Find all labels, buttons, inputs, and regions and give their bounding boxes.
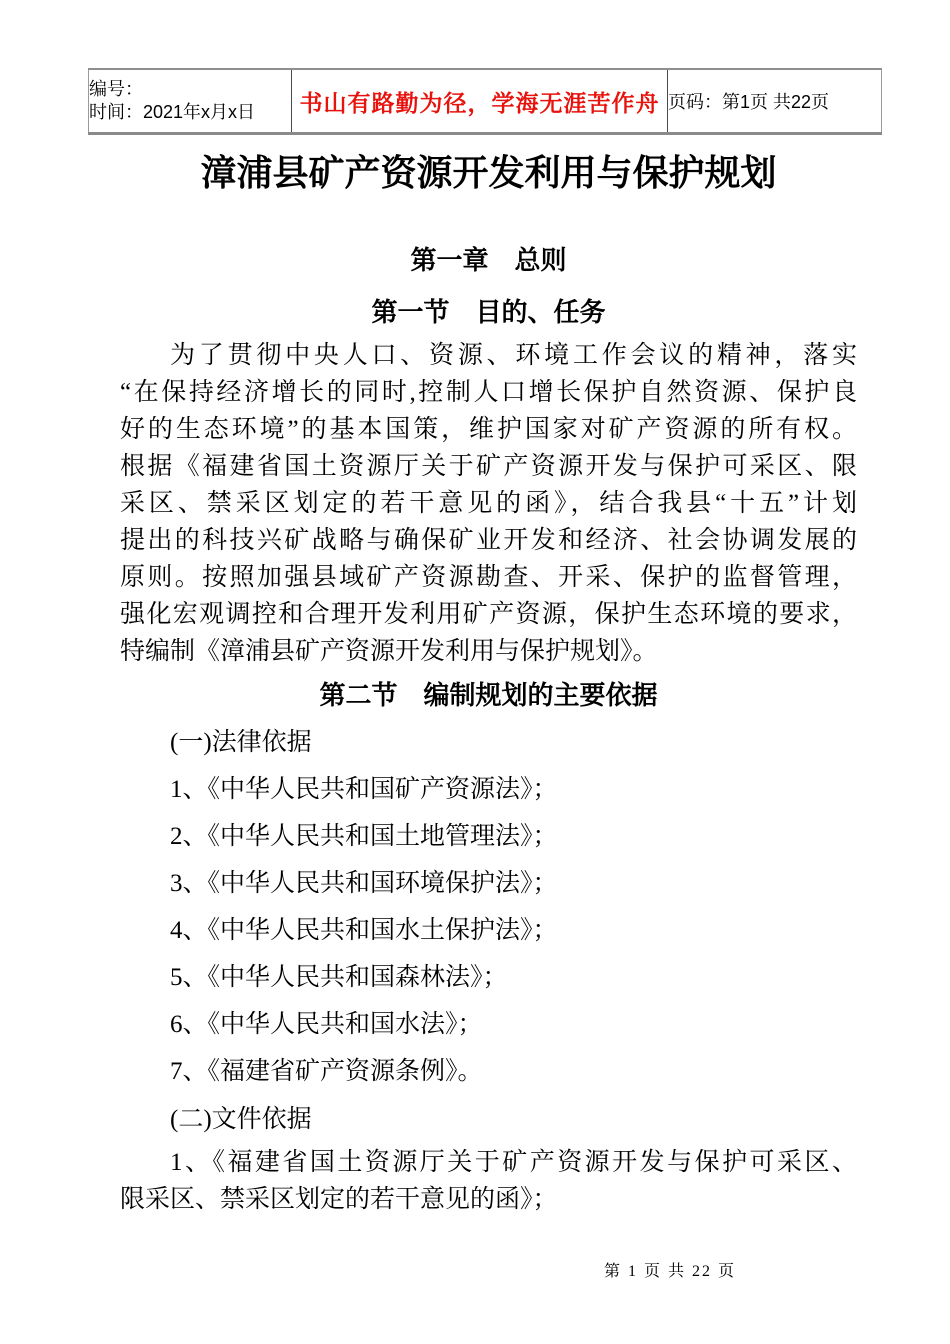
header-motto: 书山有路勤为径，学海无涯苦作舟 (292, 69, 668, 134)
legal-item-7: 7、《福建省矿产资源条例》。 (170, 1058, 483, 1085)
section-1-heading: 第一节 目的、任务 (371, 297, 606, 327)
legal-item-1: 1、《中华人民共和国矿产资源法》； (170, 776, 558, 803)
page-footer: 第 1 页 共 22 页 (604, 1263, 737, 1280)
paragraph-line: 1、《福建省国土资源厅关于矿产资源开发与保护可采区、 (170, 1149, 857, 1176)
legal-basis-label: (一)法律依据 (170, 729, 312, 756)
doc-time-label: 时间：2021年x月x日 (89, 102, 256, 122)
legal-item-4: 4、《中华人民共和国水土保护法》； (170, 917, 558, 944)
header-table-row (89, 69, 882, 134)
document-item-1 (120, 1144, 857, 1218)
header-page-info: 页码：第1页 共22页 (668, 69, 882, 134)
legal-item-2: 2、《中华人民共和国土地管理法》； (170, 823, 558, 850)
paragraph-line: 原则。按照加强县域矿产资源勘查、开采、保护的监督管理， (120, 564, 857, 591)
paragraph-line: 为了贯彻中央人口、资源、环境工作会议的精神，落实 (170, 342, 857, 369)
legal-item-5: 5、《中华人民共和国森林法》； (170, 964, 508, 991)
document-body (120, 0, 857, 1218)
header-table (88, 68, 882, 135)
paragraph-line: 提出的科技兴矿战略与确保矿业开发和经济、社会协调发展的 (120, 527, 857, 554)
header-meta-cell (89, 69, 292, 134)
paragraph-line: 采区、禁采区划定的若干意见的函》，结合我县“十五”计划 (120, 490, 857, 517)
paragraph-line: 根据《福建省国土资源厅关于矿产资源开发与保护可采区、限 (120, 453, 857, 480)
document-title: 漳浦县矿产资源开发利用与保护规划 (200, 152, 777, 193)
intro-paragraph (120, 337, 857, 670)
legal-item-3: 3、《中华人民共和国环境保护法》； (170, 870, 558, 897)
paragraph-line: 特编制《漳浦县矿产资源开发利用与保护规划》。 (120, 638, 658, 665)
document-basis-label: (二)文件依据 (170, 1106, 312, 1133)
legal-item-6: 6、《中华人民共和国水法》； (170, 1011, 483, 1038)
chapter-1-heading: 第一章 总则 (410, 245, 567, 275)
paragraph-line: 好的生态环境”的基本国策，维护国家对矿产资源的所有权。 (120, 416, 857, 443)
section-2-heading: 第二节 编制规划的主要依据 (319, 680, 658, 710)
paragraph-line: 强化宏观调控和合理开发利用矿产资源，保护生态环境的要求， (120, 601, 857, 628)
doc-number-label: 编号： (89, 79, 143, 99)
paragraph-line: 限采区、禁采区划定的若干意见的函》； (120, 1186, 558, 1213)
paragraph-line: “在保持经济增长的同时,控制人口增长保护自然资源、保护良 (120, 379, 857, 406)
